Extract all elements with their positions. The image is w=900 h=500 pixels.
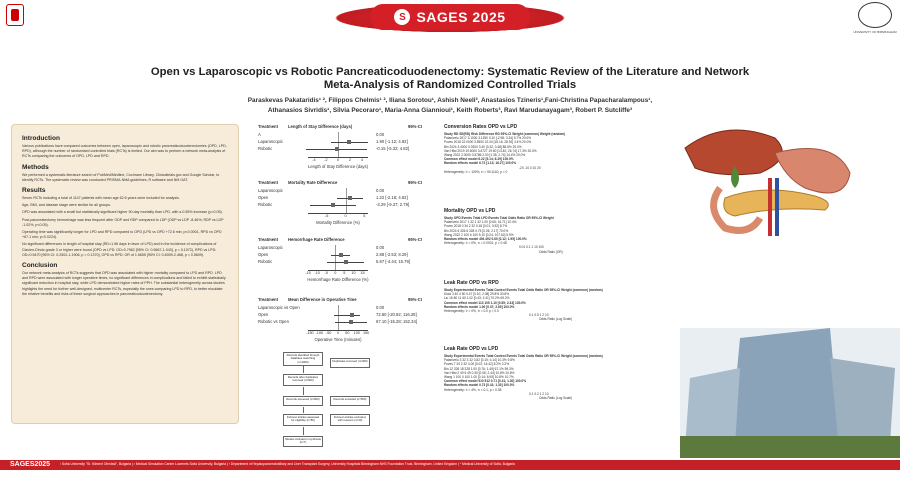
hemorrhage-ci-label: 95%-CI — [408, 237, 422, 242]
los-tick-label: 4 — [360, 158, 364, 162]
flow-box-8: Studies included in synthesis (n=7) — [283, 436, 323, 447]
hemorrhage-row-value: 2.88 [-2.53; 8.29] — [376, 252, 408, 257]
hemorrhage-point-estimate — [344, 260, 348, 264]
conversion-row-1: Palanivelu 2017 3.1000 3.1250 3.10 [-2.98; 3.34] 5.7% 20.0% — [444, 136, 532, 141]
operative-point-estimate — [350, 313, 354, 317]
forest-plot-hemorrhage — [258, 237, 428, 287]
footer-affiliations: ¹ Sofia University "St. Kliment Ohridski", Bulgaria | ² Medical Simulation Centre Lozenets Sofia University, Bulgaria | ³ Department of Hepatopancreatobiliary and Liver Transplant Surgery, University Hospitals Birmingham NHS Foundation Trust, Birmingham, United Kingdom | ⁴ Medical University of Sofia, Bulgaria — [60, 462, 515, 466]
mortality-headers: Study OPD Events Total LPD Events Total Odds Ratio OR 95%-CI Weight — [444, 216, 554, 220]
trees — [680, 436, 900, 458]
los-row-label: Robotic — [258, 146, 273, 151]
introduction-text: Various publications have compared outcomes between open, laparoscopic and robotic pancreaticoduodenectomies (OPD, LPD, RPD), although the number of randomised controlled trials (RCTs) is limited. Our aim was to perform a network meta-analysis of RCTs comparing the outcomes of OPD, LPD and RPD. — [22, 144, 227, 159]
authors — [190, 96, 710, 115]
mortality-row-label: Laparoscopic — [258, 188, 283, 193]
mortality-tick-label: -5 — [325, 214, 329, 218]
flow-box-5: Records excluded (n=550) — [330, 396, 370, 406]
operative-tick-label: -150 — [306, 331, 314, 335]
mortality-row-value: 1.22 [-2.18; 4.62] — [376, 195, 408, 200]
operative-tick-label: 100 — [353, 331, 360, 335]
operative-row-label: Robotic vs Open — [258, 319, 289, 324]
results-text-5: Operating time was significantly longer for LPD and RPD compared to OPD (LPD vs OPD +72.6 min; p<0.0001, RPD vs OPD +67.1 min; p<0.0224). — [22, 230, 222, 240]
leak-rpd-ticks: 0.1 0.5 1 2 10 — [529, 313, 549, 318]
operative-zero-line — [338, 305, 339, 331]
hemorrhage-row-label: Robotic — [258, 259, 273, 264]
flow-box-1: Records identified through database searching (n=1000) — [283, 352, 323, 366]
leak-lpd-title: Leak Rate OPD vs LPD — [444, 346, 499, 352]
hemorrhage-row-value: 5.67 [-4.44; 15.79] — [376, 259, 410, 264]
leak-lpd-table — [444, 354, 659, 400]
mortality-tick-label: 5 — [363, 214, 366, 218]
abstract-panel — [11, 124, 239, 424]
prisma-flow-diagram — [268, 352, 378, 452]
leak-lpd-heterogeneity: Heterogeneity: I² = 4%, τ² < 0.1, p = 0.38 — [444, 387, 502, 392]
flow-arrow-4 — [303, 427, 304, 435]
mortality-treatment-label: Treatment — [258, 180, 279, 185]
hemorrhage-x-label: Hemorrhage Rate Difference (%) — [307, 277, 369, 282]
leak-rpd-random: Random effects model 1.00 [0.37; 2.69] 100.0% — [444, 304, 515, 309]
hemorrhage-tick-label: -15 — [305, 271, 311, 275]
operative-row-value: 72.60 [-20.92; 116.28] — [376, 312, 417, 317]
methods-text: We performed a systematic literature search of PubMed/Medline, Cochrane Library, Clinicaltrials.gov and Google Scholar, to identify RCTs. The systematic review was conducted PRISMA-NMA guidelines, R software and NM OAT. — [22, 172, 220, 182]
mortality-row-value: -3.29 [-9.37; 2.79] — [376, 202, 410, 207]
los-treatment-label: Treatment — [258, 124, 279, 129]
right-logo-caption: UNIVERSITY OF BIRMINGHAM — [853, 30, 897, 34]
conversion-rates-title: Conversion Rates OPD vs LPD — [444, 124, 518, 130]
los-row-value: 0.00 — [376, 132, 385, 137]
mortality-ticks: 0.01 0.1 1 10 100 — [519, 245, 544, 250]
operative-tick-label: -100 — [315, 331, 324, 335]
hemorrhage-point-estimate — [339, 253, 343, 257]
leak-lpd-ticks: 0.1 0.2 1 2 10 — [529, 391, 549, 396]
los-tick-label: 0 — [336, 158, 340, 162]
los-point-estimate — [347, 140, 351, 144]
mortality-tick-label: 0 — [344, 214, 347, 218]
title-line-2: Meta-Analysis of Randomized Controlled Trials — [323, 79, 577, 91]
sages-badge-text: SAGES 2025 — [416, 9, 506, 25]
hemorrhage-row-value: 0.00 — [376, 245, 385, 250]
results-text-4: Post-pancreatectomy hemorrhage was less frequent after ODP and RDP compared to LDP (ODP vs LDP -8.46%; RDP vs LDP -1.02%, p<0.05). — [22, 217, 224, 227]
mortality-xlabel: Odds Ratio (OR) — [539, 249, 563, 254]
leak-rpd-headers: Study Experimental Events Total Control Events Total Odds Ratio OR 95%-CI Weight (common) (random) — [444, 288, 603, 292]
hemorrhage-row-label: Open — [258, 252, 269, 257]
mortality-zero-line — [346, 188, 347, 214]
sages-badge — [370, 4, 530, 30]
leak-rpd-row-2: Liu 16 80 11 60 1.02 [0.43; 2.41] 70.2% 69.2% — [444, 296, 510, 301]
leak-lpd-row-1: Palanivelu 3 32 3 32 0.82 [0.15; 4.14] 10.3% 9.8% — [444, 358, 515, 363]
operative-ci-line — [334, 315, 360, 316]
flow-box-4: Records screened (n=600) — [283, 396, 323, 406]
hemorrhage-tick-label: -5 — [324, 271, 328, 275]
conclusion-heading: Conclusion — [22, 262, 58, 270]
conclusion-text: Our network meta-analysis of RCTs suggests that OPD was associated with higher mortality compared to LPD and RPD. LPD and RPD were associated with longer operative times, no significant differences in complications and failed to exhibit statistically significant reduction in hospital stay, while LPD demonstrated higher rates of PPH. The substantial heterogeneity across studies highlights the need for further well-designed, multicenter RCTs, especially the ones comparing LPD to RPD, to better elucidate the relative benefits and risks of these surgical approaches in pancreaticoduodenectomy. — [22, 271, 226, 296]
mortality-point-estimate — [348, 196, 352, 200]
operative-row-label: Laparoscopic vs Open — [258, 305, 300, 310]
hospital-building-photo — [680, 328, 900, 458]
liver-shape — [685, 130, 782, 175]
hemorrhage-zero-line — [335, 245, 336, 271]
leak-lpd-row-2: Poves 7 34 2 32 4.00 [0.02; 16.42] 8.2% 2.2% — [444, 362, 510, 367]
mortality-heterogeneity: Heterogeneity: I² = 0%, τ² = 0.0001, p = 0.48 — [444, 241, 507, 246]
forest-plot-operative-time — [258, 297, 428, 347]
forest-plot-mortality — [258, 180, 428, 230]
forest-plot-length-of-stay — [258, 124, 428, 174]
title-line-1: Open vs Laparoscopic vs Robotic Pancreaticoduodenectomy: Systematic Review of the Literature and Network — [150, 66, 750, 78]
operative-tick-label: 0 — [336, 331, 340, 335]
mortality-row-2: Poves 2018 0 34 2 32 0.18 [0.01; 3.92] 8.7% — [444, 224, 508, 229]
flow-box-3: Records after duplicates removed (n=600) — [283, 374, 323, 386]
operative-title: Mean Difference in Operative Time — [288, 297, 357, 302]
los-row-label: A — [258, 132, 261, 137]
los-row-value: -0.15 [-5.32; 4.82] — [376, 146, 410, 151]
leak-lpd-row-4: Van Hilst 2 49 6 49 0.30 [0.06; 2.44] 10.8% 10.8% — [444, 370, 515, 375]
hemorrhage-tick-label: 5 — [343, 271, 346, 275]
conversion-random: Random effects model 6.72 [1.13; 16.27] 100.0% — [444, 161, 517, 166]
hemorrhage-tick-label: -10 — [314, 271, 320, 275]
hemorrhage-tick-label: 0 — [334, 271, 337, 275]
hemorrhage-title: Hemorrhage Rate Difference — [288, 237, 345, 242]
leak-rpd-title: Leak Rate OPD vs RPD — [444, 280, 499, 286]
conversion-common: Common effect model 6.22 [5.14; 6.29] 100.0% — [444, 157, 514, 162]
flow-box-2: Duplicates removed (n=400) — [330, 358, 370, 368]
hemorrhage-tick-label: 15 — [360, 271, 365, 275]
mortality-row-label: Open — [258, 195, 269, 200]
los-title: Length of Stay Difference (days) — [288, 124, 353, 129]
los-row-label: Laparoscopic — [258, 139, 283, 144]
leak-lpd-random: Random effects model 0.73 [0.41; 1.30] 100.0% — [444, 383, 515, 388]
results-text-6: No significant differences in length of hospital stay (RD=1.96 days in favor of LPD) and in the incidence of complications of Clavien-Dindo grade 3 or higher were found (OPD vs LPD: OD=0.7962 [95% CI: 0.5667-1.043], p = 0.1972), RPD vs LPD: OD=0.5470 [95% CI: 0.2502-1.1906, p = 0.1370], OPD vs RPD: OR of 1.5655 [95% CI: 0.8399-2.468, p = 0.5609). — [22, 242, 217, 257]
hemorrhage-tick-label: 10 — [351, 271, 356, 275]
mortality-row-1: Palanivelu 2017 1 32 1 32 1.00 [0.06; 16.71] 10.4% — [444, 220, 517, 225]
conversion-row-2: Poves 2018 22.0000 3.5500 22.00 [15.16; 28.92] 3.4% 20.0% — [444, 140, 532, 145]
mortality-ci-label: 95%-CI — [408, 180, 422, 185]
operative-tick-label: 50 — [345, 331, 350, 335]
los-x-label: Length of Stay Difference (days) — [308, 164, 368, 169]
mortality-point-estimate — [331, 203, 335, 207]
los-zero-line — [338, 132, 339, 158]
conversion-heterogeneity: Heterogeneity: I² = 100%, τ² = 90.1140, p = 0 — [444, 169, 508, 174]
leak-rpd-common: Common effect model 113 105 1.10 [0.55; 2.43] 100.0% — [444, 300, 526, 305]
mortality-table-title: Mortality OPD vs LPD — [444, 208, 496, 214]
building-tower — [730, 328, 840, 446]
authors-line-1: Paraskevas Pakataridis¹ ², Filippos Chelmis¹ ², Iliana Sorotou¹, Ashish Neeli³, Anastasios Tzineris¹,Fani-Christina Papacharalampous¹, — [247, 97, 653, 104]
flow-arrow-1 — [303, 365, 304, 373]
leak-rpd-xlabel: Odds Ratio (Log Scale) — [539, 317, 573, 322]
leak-lpd-row-5: Wang 1 100 0 100 1.00 [0.14; 6.95] 10.8% 10.7% — [444, 375, 514, 380]
leak-rpd-row-1: Klotz 3 40 4 50 0.47 [0.10; 2.08] 29.8% 30.8% — [444, 292, 510, 297]
results-text-1: Seven RCTs including a total of 1147 patients with mean age 62.6 years were included for analysis. — [22, 196, 180, 201]
operative-row-label: Open — [258, 312, 269, 317]
sages-logo-icon: S — [394, 9, 410, 25]
flow-arrow-3 — [303, 407, 304, 413]
operative-row-value: 0.00 — [376, 305, 385, 310]
los-tick-label: 2 — [348, 158, 352, 162]
los-ci-label: 95%-CI — [408, 124, 422, 129]
los-point-estimate — [335, 147, 339, 151]
university-logo-left — [6, 4, 24, 26]
footer-sages-logo: SAGES2025 — [10, 461, 51, 468]
poster-title — [140, 66, 760, 92]
mortality-random: Random effects model 494 492 0.60 [0.12; 1.95] 100.0% — [444, 237, 527, 242]
operative-point-estimate — [349, 320, 353, 324]
hemorrhage-treatment-label: Treatment — [258, 237, 279, 242]
flow-arrow-2 — [303, 387, 304, 395]
mortality-row-value: 0.00 — [376, 188, 385, 193]
results-heading: Results — [22, 187, 46, 195]
leak-lpd-headers: Study Experimental Events Total Control Events Total Odds Ratio OR 95%-CI Weight (common) (random) — [444, 354, 603, 358]
los-row-value: 1.90 [-1.12; 4.92] — [376, 139, 408, 144]
operative-tick-label: -50 — [325, 331, 332, 335]
flow-box-7: Full-text articles excluded, with reasons (n=43) — [330, 414, 370, 426]
conversion-row-5: Wang 2022 2.0000 0.5786 2.00 [1.35; 2.74] 14.4% 20.0% — [444, 153, 526, 158]
conversion-headers: Study RD SE(RD) Risk Difference RD 95%-CI Weight (common) Weight (random) — [444, 132, 566, 136]
conversion-ticks: -20 -10 0 10 20 — [519, 165, 541, 170]
hemorrhage-row-label: Laparoscopic — [258, 245, 283, 250]
results-text-3: OPD was associated with a small but statistically significant higher 90-day mortality than LPD, with a 0.55% increase (p=0.05). — [22, 210, 223, 215]
mortality-row-label: Robotic — [258, 202, 273, 207]
mortality-row-4: Wang 2022 2 100 6 100 5.10 [0.24; 107.62] 5.9% — [444, 232, 514, 237]
flow-box-6: Full-text articles assessed for eligibility (n=50) — [283, 414, 323, 426]
pancreas-anatomy-illustration — [665, 118, 865, 238]
leak-rpd-table — [444, 288, 659, 322]
mortality-title: Mortality Rate Difference — [288, 180, 338, 185]
operative-ci-label: 95%-CI — [408, 297, 422, 302]
building-right-wing — [830, 358, 895, 443]
university-of-birmingham-crest-icon — [858, 2, 892, 28]
mortality-row-3: Bin 2024 6 326 6 328 0.75 [0.26; 2.17] 70.0% — [444, 228, 509, 233]
conversion-row-4: Van Hilst 2019 19.6000 3.6727 19.60 [13.40; 26.74] 17.3% 20.0% — [444, 148, 537, 153]
authors-line-2: Athanasios Sivridis¹, Silvia Pecoraro¹, Maria-Anna Giannioui¹, Keith Roberts³, Ravi Marudanayagam³, Robert P. Sutcliffe³ — [267, 106, 633, 114]
methods-heading: Methods — [22, 163, 49, 171]
introduction-heading: Introduction — [22, 135, 60, 142]
leak-rpd-heterogeneity: Heterogeneity: I² = 0%, τ² = 0.0 p = 0.3 — [444, 309, 499, 314]
los-tick-label: -2 — [324, 158, 328, 162]
operative-treatment-label: Treatment — [258, 297, 279, 302]
mortality-table — [444, 216, 659, 254]
leak-lpd-xlabel: Odds Ratio (Log Scale) — [539, 396, 573, 401]
results-text-2: Age, BMI, and disease stage were similar for all groups. — [22, 203, 111, 208]
leak-lpd-common: Common effect model 510 512 0.71 [0.41; 1.30] 100.0% — [444, 379, 527, 384]
conversion-rates-table — [444, 132, 659, 174]
operative-row-value: 67.10 [-15.28; 152.34] — [376, 319, 417, 324]
operative-x-label: Operative Time (minutes) — [314, 337, 362, 342]
stomach-shape — [775, 149, 850, 194]
leak-lpd-row-3: Bin 12 326 18 328 1.00 [0.76; 1.49] 67.1% 59.3% — [444, 366, 514, 371]
los-tick-label: -4 — [312, 158, 316, 162]
conversion-row-3: Bin 2024 3.4000 0.0300 3.40 [3.32; 3.48] 88.8% 20.0% — [444, 144, 522, 149]
mortality-x-label: Mortality Difference (%) — [316, 220, 360, 225]
operative-tick-label: 150 — [362, 331, 370, 335]
